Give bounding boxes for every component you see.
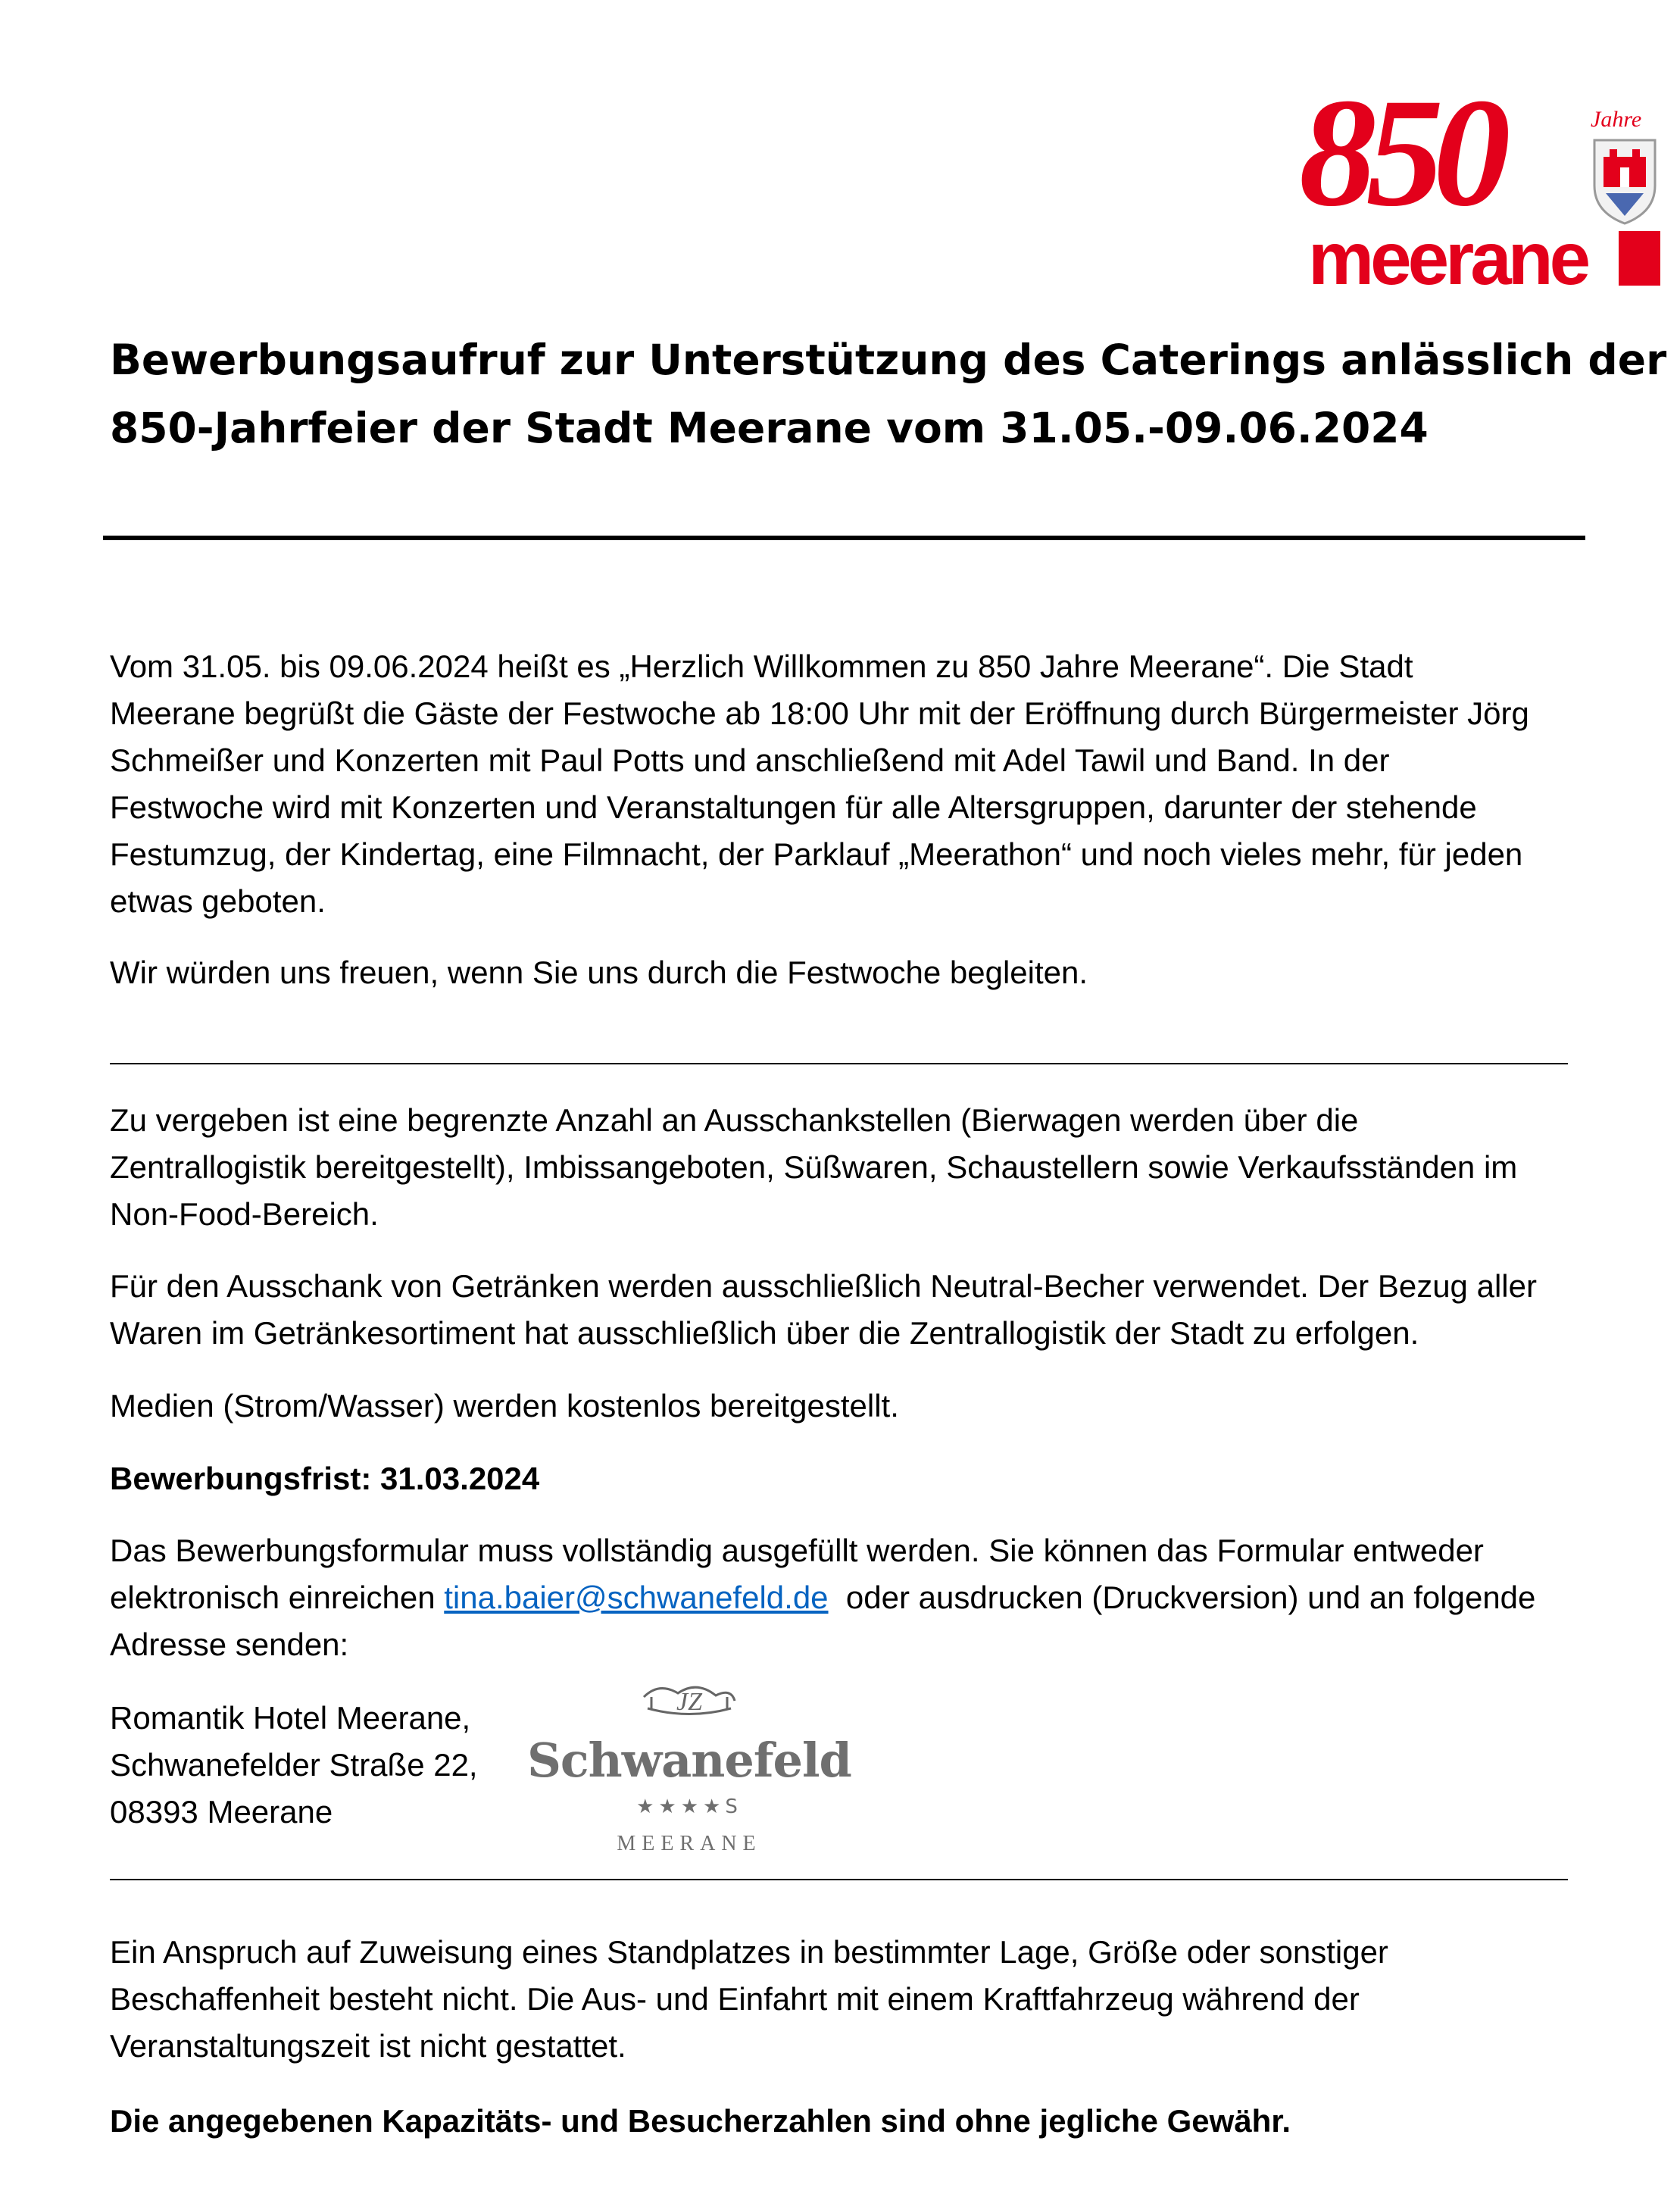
footer-line: Veranstaltungszeit ist nicht gestattet. xyxy=(110,2028,626,2064)
media-paragraph: Medien (Strom/Wasser) werden kostenlos bereitgestellt. xyxy=(110,1388,899,1424)
title-divider xyxy=(103,536,1585,540)
intro-line: Meerane begrüßt die Gäste der Festwoche ab 18:00 Uhr mit der Eröffnung durch Bürgermeister Jörg xyxy=(110,695,1529,731)
logo-city: meerane xyxy=(1308,217,1588,300)
form-paragraph xyxy=(110,1527,1594,1668)
footer-paragraph xyxy=(110,1929,1594,2070)
address-street: Schwanefelder Straße 22, xyxy=(110,1747,478,1783)
logo-number: 850 xyxy=(1299,67,1500,239)
hotel-city: MEERANE xyxy=(617,1832,762,1855)
offer-line: Zu vergeben ist eine begrenzte Anzahl an Ausschankstellen (Bierwagen werden über die xyxy=(110,1102,1359,1138)
intro-paragraph xyxy=(110,643,1594,925)
address-name: Romantik Hotel Meerane, xyxy=(110,1700,471,1736)
drinks-line: Für den Ausschank von Getränken werden ausschließlich Neutral-Becher verwendet. Der Bezug aller xyxy=(110,1268,1537,1304)
section-divider xyxy=(110,1879,1568,1880)
intro-line: Festumzug, der Kindertag, eine Filmnacht, der Parklauf „Meerathon“ und noch vieles mehr, für jeden xyxy=(110,836,1523,872)
form-line-text: oder ausdrucken (Druckversion) und an folgende xyxy=(828,1580,1536,1615)
title-line-1: Bewerbungsaufruf zur Unterstützung des Caterings anlässlich der xyxy=(110,336,1667,384)
form-line-text: elektronisch einreichen xyxy=(110,1580,445,1615)
address-block xyxy=(110,1695,534,1836)
hotel-name: Schwanefeld xyxy=(527,1733,851,1788)
form-line: Das Bewerbungsformular muss vollständig ausgefüllt werden. Sie können das Formular entweder xyxy=(110,1533,1484,1568)
drinks-line: Waren im Getränkesortiment hat ausschließlich über die Zentrallogistik der Stadt zu erfolgen. xyxy=(110,1315,1419,1351)
logo-jahre: Jahre xyxy=(1591,107,1642,132)
offer-line: Zentrallogistik bereitgestellt), Imbissangeboten, Süßwaren, Schaustellern sowie Verkaufsständen im xyxy=(110,1149,1518,1185)
footer-line: Ein Anspruch auf Zuweisung eines Standplatzes in bestimmter Lage, Größe oder sonstiger xyxy=(110,1934,1388,1970)
title-line-2: 850-Jahrfeier der Stadt Meerane vom 31.05.-09.06.2024 xyxy=(110,404,1429,452)
intro-closing: Wir würden uns freuen, wenn Sie uns durch die Festwoche begleiten. xyxy=(110,955,1088,990)
page-title xyxy=(110,326,1667,462)
logo-red-square xyxy=(1619,231,1660,286)
intro-line: Festwoche wird mit Konzerten und Veranstaltungen für alle Altersgruppen, darunter der stehende xyxy=(110,789,1477,825)
hotel-stars: ★★★★S xyxy=(636,1795,742,1818)
intro-line: Schmeißer und Konzerten mit Paul Potts und anschließend mit Adel Tawil und Band. In der xyxy=(110,742,1390,778)
offer-line: Non-Food-Bereich. xyxy=(110,1196,379,1232)
schwanefeld-logo xyxy=(527,1674,851,1864)
meerane-850-logo xyxy=(1291,67,1666,300)
email-link[interactable]: tina.baier@schwanefeld.de xyxy=(444,1580,829,1615)
footer-line: Beschaffenheit besteht nicht. Die Aus- und Einfahrt mit einem Kraftfahrzeug während der xyxy=(110,1981,1360,2017)
intro-line: etwas geboten. xyxy=(110,883,326,919)
section-divider xyxy=(110,1063,1568,1064)
drinks-paragraph xyxy=(110,1263,1594,1357)
coat-of-arms-icon xyxy=(1594,140,1655,223)
application-deadline: Bewerbungsfrist: 31.03.2024 xyxy=(110,1461,540,1496)
disclaimer: Die angegebenen Kapazitäts- und Besucherzahlen sind ohne jegliche Gewähr. xyxy=(110,2103,1291,2139)
form-line xyxy=(110,1574,1594,1621)
address-city: 08393 Meerane xyxy=(110,1794,333,1830)
form-line: Adresse senden: xyxy=(110,1627,349,1662)
intro-line: Vom 31.05. bis 09.06.2024 heißt es „Herzlich Willkommen zu 850 Jahre Meerane“. Die Stadt xyxy=(110,648,1413,684)
hotel-monogram: JZ xyxy=(676,1688,702,1716)
offer-paragraph xyxy=(110,1097,1594,1238)
